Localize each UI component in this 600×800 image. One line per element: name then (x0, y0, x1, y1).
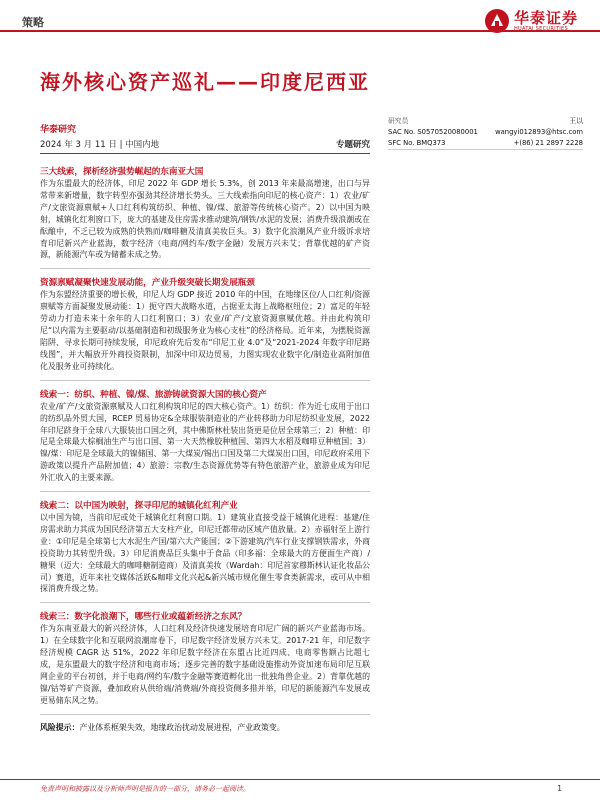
risk-text: 产业体系框架失效，地缘政治扰动发展进程，产业政策变。 (79, 722, 285, 732)
section-body: 以中国为镜，当前印尼或处于城镇化红利窗口期。1）建筑业直接受益于城镇化进程：基建/住房需求助力其成为国民经济第五大支柱产业，印尼迁都带动区域产值放量。2）赤福射至上游行业：①印尼是全球第七大水泥生产国/第六大产能国；②下游建筑/汽车行业支撑钢铁需求，外商投资助力其转型升级。3）印尼消费品巨头集中于食品（印多福：全球最大的方便面生产商）/糖果（迈大：全球最大的咖啡糖制造商）及清真美妆（Wardah：印尼首家穆斯林认证化妆品公司）赛道，近年来社交媒体活跃&咖啡文化兴起&新兴城市规化催生零食类新需求，或可从中相探消费升级之势。 (40, 513, 370, 594)
section-divider (40, 602, 370, 603)
section-divider (40, 268, 370, 269)
huatai-logo-icon (484, 8, 510, 34)
section-clue-three (40, 611, 370, 714)
footer-disclaimer: 免责声明和披露以及分析师声明是报告的一部分，请务必一起阅读。 (40, 785, 250, 793)
section-title: 资源禀赋凝聚快速发展动能，产业升级突破长期发展瓶颈 (40, 278, 255, 289)
analyst-phone: +(86) 21 2897 2228 (513, 139, 583, 147)
footer-rule (0, 779, 600, 780)
report-meta (40, 138, 370, 150)
meta-separator: | (119, 140, 126, 150)
brand-name-cn: 华泰证券 (513, 9, 578, 27)
section-body: 作为东南亚最大的新兴经济体，人口红利及经济快速发展培育印尼广阔的新兴产业蓝海市场。1）在全球数字化和互联网浪潮席卷下，印尼数字经济发展方兴未艾。2017-21 年，印尼数字经济规模 CAGR 达 51%，2022 年印尼数字经济在东盟占比近四成、电商零售额占比超七成，是东盟最大的数字经济和电商市场；逐步完善的数字基础设施推动外资加速布局印尼互联网企业的平台初创，并于电商/网约车/数字金融等赛道孵化出一批独角兽企业。2）背靠优越的镍/钴等矿产资源，叠加政府从供给端/消费端/外商投资侧多措并举，印尼的新能源汽车发展或更易储东风之势。 (40, 624, 370, 705)
report-type: 专题研究 (335, 140, 370, 150)
page-number: 1 (557, 784, 562, 793)
risk-label: 风险提示： (40, 722, 80, 732)
analyst-name: 王以 (569, 117, 583, 125)
section-title: 三大线索，探析经济强势崛起的东南亚大国 (40, 167, 204, 177)
section-divider (40, 380, 370, 381)
report-title: 海外核心资产巡礼——印度尼西亚 (40, 70, 370, 94)
analyst-divider (388, 149, 583, 150)
section-clue-one (40, 389, 370, 492)
section-body: 作为东盟经济重要的增长极，印尼人均 GDP 接近 2010 年的中国，在地缘区位/人口红利/资源禀赋等方面凝聚发展动能：1）扼守四大战略水道，占据亚太海上战略枢纽位；2）富足的年轻劳动力打造未来十余年的人口红利窗口；3）农业/矿产/文旅资源禀赋优越。并由此构筑印尼“以内需为主要驱动/以基础制造和初级服务业为核心支柱”的经济格局。近年来，为摆脱资源陷阱、寻求长期可持续发展，印尼政府先后发布“印尼工业 4.0”及“2021-2024 年数字印尼路线图”，并大幅放开外商投资限制，加深中印双边贸易，力图实现农业数字化/制造业高附加值化及服务业可持续化。 (40, 290, 370, 371)
section-body: 农业/矿产/文旅资源禀赋及人口红利构筑印尼的四大核心资产。1）纺织：作为近七成用于出口的纺织品外贸大国，RCEP 贸易协定&全球服装制造业的产业转移助力印尼纺织业发展，2022 年印尼跻身于全球八大服装出口国之列，其中佛斯林杜装出货更是位居全球第三；2）种植：印尼是全球最大棕榈油生产与出口国、第一大天然橡胶种植国、第四大水稻及咖啡豆种植国；3）镍/煤：印尼是全球最大的镍储国、第一大煤炭/锡出口国及第二大煤炭出口国，印尼政府采用下游政策以提升产品附加值；4）旅游：宗教/生态资源优势等有特色旅游产业，旅游业成为印尼外汇收入的主要来源。 (40, 401, 370, 483)
report-region: 中国内地 (125, 140, 160, 150)
section-title: 线索二：以中国为映射，探寻印尼的城镇化红利产业 (40, 501, 238, 512)
analyst-sac: SAC No. S0570520080001 (388, 128, 478, 136)
section-title: 线索一：纺织、种植、镍/煤、旅游铸就资源大国的核心资产 (40, 389, 267, 400)
report-date: 2024 年 3 月 11 日 (40, 140, 117, 150)
section-divider (40, 714, 370, 715)
section-body: 作为东盟最大的经济体，印尼 2022 年 GDP 增长 5.3%，创 2013 年来最高增速，出口与异常带来新增量，数字转型亦强劲其经济增长势头。三大线索指向印尼的核心资产：1）农业/矿产/文旅资源禀赋+人口红利构筑纺织、种植、镍/煤、旅游等传统核心资产。2）以中国为映射，城镇化红利窗口下，庞大的基建及住房需求推动建筑/钢铁/水泥的发展；消费升级浪潮或在酝酿中，不乏已较为成熟的快熟而/咖啡糖及清真美妆巨头。3）数字化浪潮风产业升级诉求培育印尼新兴产业蓝海，数字经济（电商/网约车/数字金融）发展方兴未艾；背靠优越的矿产资源，新能源汽车或为储蓄未成之势。 (40, 179, 370, 260)
brand-name-en: HUATAI SECURITIES (513, 26, 568, 32)
report-body (40, 158, 370, 733)
risk-warning (40, 722, 370, 733)
analyst-sfc: SFC No. BMQ373 (388, 139, 446, 147)
analyst-email[interactable]: wangyi012893@htsc.com (495, 128, 583, 136)
category-tag: 策略 (22, 16, 44, 29)
brand-logo (484, 8, 578, 34)
section-clue-two (40, 500, 370, 603)
section-resources (40, 277, 370, 380)
analyst-panel (388, 115, 583, 150)
section-divider (40, 491, 370, 492)
author: 华泰研究 (40, 125, 77, 135)
analyst-role: 研究员 (388, 117, 409, 125)
section-overview (40, 166, 370, 269)
meta-divider (40, 153, 370, 154)
section-title: 线索三：数字化浪潮下，哪些行业或蕴新经济之东风？ (40, 612, 247, 623)
